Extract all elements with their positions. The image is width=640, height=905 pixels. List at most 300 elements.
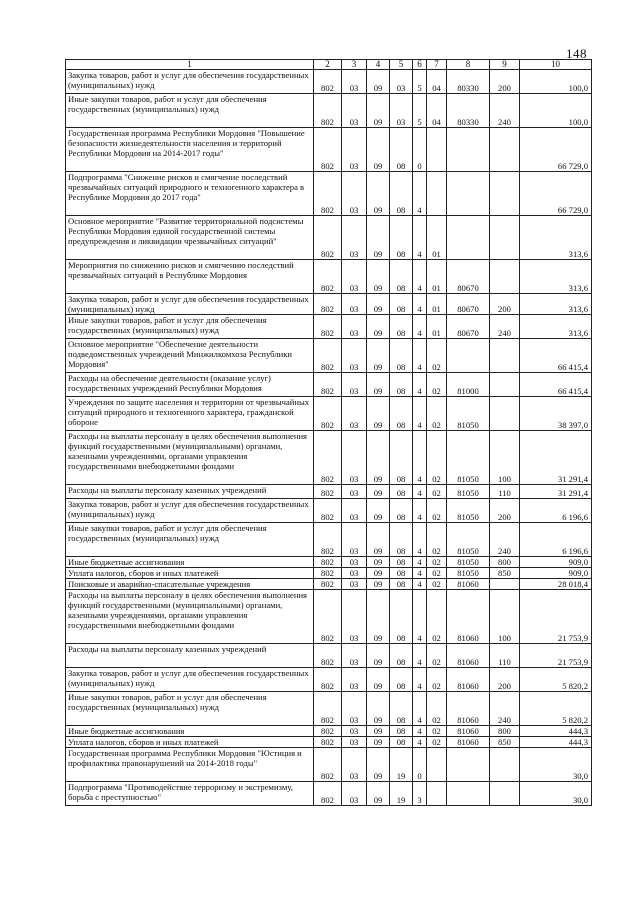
row-code-c4: 09: [367, 782, 390, 806]
row-description: Основное мероприятие "Обеспечение деятельности подведомственных учреждений Минжилкомхоза Республики Мордовия": [66, 339, 314, 373]
row-code-c9: 200: [490, 70, 520, 94]
row-code-c8: 80670: [447, 260, 490, 294]
table-row: [66, 737, 592, 748]
row-code-c5: 08: [390, 294, 413, 315]
row-code-c9: 110: [490, 485, 520, 499]
row-description: Закупка товаров, работ и услуг для обеспечения государственных (муниципальных) нужд: [66, 668, 314, 692]
row-code-c4: 09: [367, 726, 390, 737]
row-code-c9: 200: [490, 668, 520, 692]
row-code-c7: [427, 748, 447, 782]
row-code-c8: 81060: [447, 668, 490, 692]
row-code-c7: [427, 172, 447, 216]
row-code-c5: 08: [390, 431, 413, 485]
row-code-c8: [447, 128, 490, 172]
row-code-c5: 08: [390, 499, 413, 523]
row-code-c4: 09: [367, 748, 390, 782]
table-row: [66, 315, 592, 339]
row-code-c5: 08: [390, 485, 413, 499]
row-code-c2: 802: [314, 568, 342, 579]
row-code-c3: 03: [342, 172, 367, 216]
row-code-c6: 5: [413, 70, 427, 94]
table-header-row: [66, 60, 592, 70]
row-code-c6: 4: [413, 726, 427, 737]
row-code-c5: 08: [390, 644, 413, 668]
row-code-c3: 03: [342, 523, 367, 557]
row-code-c9: 240: [490, 692, 520, 726]
row-code-c8: [447, 748, 490, 782]
row-code-c4: 09: [367, 523, 390, 557]
row-code-c7: 04: [427, 94, 447, 128]
row-code-c2: 802: [314, 668, 342, 692]
row-code-c9: [490, 748, 520, 782]
row-code-c5: 08: [390, 373, 413, 397]
row-code-c3: 03: [342, 315, 367, 339]
row-code-c8: 81050: [447, 485, 490, 499]
row-code-c2: 802: [314, 397, 342, 431]
row-amount: 100,0: [520, 70, 592, 94]
row-code-c2: 802: [314, 70, 342, 94]
row-code-c5: 08: [390, 128, 413, 172]
row-code-c6: 4: [413, 216, 427, 260]
row-code-c2: 802: [314, 499, 342, 523]
row-code-c8: 81060: [447, 579, 490, 590]
row-amount: 444,3: [520, 726, 592, 737]
column-header: 7: [427, 60, 447, 70]
row-code-c9: 200: [490, 499, 520, 523]
table-row: [66, 523, 592, 557]
row-code-c2: 802: [314, 782, 342, 806]
row-code-c5: 08: [390, 523, 413, 557]
row-amount: 6 196,6: [520, 499, 592, 523]
row-code-c4: 09: [367, 499, 390, 523]
row-description: Закупка товаров, работ и услуг для обеспечения государственных (муниципальных) нужд: [66, 70, 314, 94]
row-code-c6: 4: [413, 294, 427, 315]
row-code-c3: 03: [342, 128, 367, 172]
row-code-c7: 02: [427, 485, 447, 499]
row-code-c2: 802: [314, 590, 342, 644]
row-code-c7: 02: [427, 568, 447, 579]
row-code-c4: 09: [367, 668, 390, 692]
row-code-c4: 09: [367, 294, 390, 315]
row-code-c9: 800: [490, 557, 520, 568]
row-code-c4: 09: [367, 94, 390, 128]
row-code-c3: 03: [342, 94, 367, 128]
row-code-c8: [447, 172, 490, 216]
row-description: Государственная программа Республики Мордовия "Юстиция и профилактика правонарушений на 2014-2018 годы": [66, 748, 314, 782]
column-header: 3: [342, 60, 367, 70]
row-description: Поисковые и аварийно-спасательные учреждения: [66, 579, 314, 590]
column-header: 4: [367, 60, 390, 70]
row-amount: 5 820,2: [520, 668, 592, 692]
row-code-c9: 110: [490, 644, 520, 668]
row-code-c5: 08: [390, 339, 413, 373]
row-amount: 30,0: [520, 748, 592, 782]
row-code-c8: 81050: [447, 523, 490, 557]
row-code-c3: 03: [342, 485, 367, 499]
row-description: Подпрограмма "Снижение рисков и смягчение последствий чрезвычайных ситуаций природного и техногенного характера в Республике Мордовия до 2017 года": [66, 172, 314, 216]
row-description: Расходы на обеспечение деятельности (оказание услуг) государственных учреждений Республики Мордовия: [66, 373, 314, 397]
row-amount: 313,6: [520, 216, 592, 260]
row-code-c8: 81060: [447, 644, 490, 668]
table-row: [66, 499, 592, 523]
row-code-c6: 4: [413, 568, 427, 579]
row-code-c9: 100: [490, 590, 520, 644]
row-code-c3: 03: [342, 737, 367, 748]
table-row: [66, 397, 592, 431]
row-code-c9: 240: [490, 523, 520, 557]
row-code-c2: 802: [314, 431, 342, 485]
row-code-c7: 02: [427, 590, 447, 644]
row-code-c8: [447, 216, 490, 260]
row-code-c6: 4: [413, 397, 427, 431]
row-code-c9: [490, 782, 520, 806]
row-code-c7: 02: [427, 668, 447, 692]
row-code-c2: 802: [314, 485, 342, 499]
row-description: Подпрограмма "Противодействие терроризму и экстремизму, борьба с преступностью": [66, 782, 314, 806]
row-code-c8: [447, 339, 490, 373]
row-code-c7: 02: [427, 644, 447, 668]
row-code-c3: 03: [342, 726, 367, 737]
row-code-c6: 5: [413, 94, 427, 128]
row-code-c8: 80670: [447, 294, 490, 315]
row-code-c5: 08: [390, 172, 413, 216]
row-code-c6: 4: [413, 172, 427, 216]
row-code-c7: 01: [427, 294, 447, 315]
row-code-c3: 03: [342, 397, 367, 431]
row-code-c7: 01: [427, 260, 447, 294]
row-code-c3: 03: [342, 339, 367, 373]
row-code-c5: 03: [390, 70, 413, 94]
row-code-c2: 802: [314, 748, 342, 782]
row-code-c7: 02: [427, 431, 447, 485]
row-description: Иные закупки товаров, работ и услуг для обеспечения государственных (муниципальных) нужд: [66, 94, 314, 128]
row-code-c2: 802: [314, 557, 342, 568]
row-code-c8: 81050: [447, 557, 490, 568]
row-code-c9: [490, 216, 520, 260]
row-code-c2: 802: [314, 216, 342, 260]
row-amount: 444,3: [520, 737, 592, 748]
column-header: 5: [390, 60, 413, 70]
row-code-c5: 19: [390, 748, 413, 782]
table-row: [66, 644, 592, 668]
table-row: [66, 568, 592, 579]
table-row: [66, 726, 592, 737]
row-code-c4: 09: [367, 172, 390, 216]
row-code-c7: 02: [427, 726, 447, 737]
row-amount: 66 729,0: [520, 128, 592, 172]
row-amount: 66 729,0: [520, 172, 592, 216]
row-code-c4: 09: [367, 568, 390, 579]
table-body: [66, 70, 592, 806]
row-code-c9: [490, 397, 520, 431]
row-amount: 6 196,6: [520, 523, 592, 557]
row-code-c4: 09: [367, 590, 390, 644]
row-code-c3: 03: [342, 568, 367, 579]
budget-table: [65, 59, 592, 806]
row-code-c2: 802: [314, 523, 342, 557]
row-code-c9: 100: [490, 431, 520, 485]
row-amount: 31 291,4: [520, 431, 592, 485]
row-code-c7: [427, 782, 447, 806]
row-code-c3: 03: [342, 748, 367, 782]
row-code-c3: 03: [342, 590, 367, 644]
row-code-c7: 02: [427, 523, 447, 557]
row-description: Расходы на выплаты персоналу казенных учреждений: [66, 485, 314, 499]
row-description: Закупка товаров, работ и услуг для обеспечения государственных (муниципальных) нужд: [66, 499, 314, 523]
row-code-c7: 02: [427, 692, 447, 726]
row-code-c4: 09: [367, 216, 390, 260]
row-code-c8: 81060: [447, 737, 490, 748]
row-amount: 313,6: [520, 315, 592, 339]
table-row: [66, 294, 592, 315]
row-code-c2: 802: [314, 644, 342, 668]
row-code-c5: 19: [390, 782, 413, 806]
row-code-c5: 08: [390, 568, 413, 579]
row-description: Основное мероприятие "Развитие территориальной подсистемы Республики Мордовия единой государственной системы предупреждения и ликвидации чрезвычайных ситуаций": [66, 216, 314, 260]
row-amount: 66 415,4: [520, 339, 592, 373]
row-code-c9: [490, 260, 520, 294]
row-code-c7: 04: [427, 70, 447, 94]
row-description: Закупка товаров, работ и услуг для обеспечения государственных (муниципальных) нужд: [66, 294, 314, 315]
row-code-c2: 802: [314, 579, 342, 590]
row-code-c7: 01: [427, 315, 447, 339]
table-row: [66, 260, 592, 294]
table-row: [66, 782, 592, 806]
table-row: [66, 748, 592, 782]
row-code-c6: 3: [413, 782, 427, 806]
row-code-c9: [490, 128, 520, 172]
row-description: Учреждения по защите населения и территории от чрезвычайных ситуаций природного и техногенного характера, гражданской обороне: [66, 397, 314, 431]
table-row: [66, 94, 592, 128]
row-code-c6: 4: [413, 737, 427, 748]
row-code-c8: 81050: [447, 568, 490, 579]
table-row: [66, 373, 592, 397]
row-description: Государственная программа Республики Мордовия "Повышение безопасности жизнедеятельности населения и территорий Республики Мордовия на 2014-2017 годы": [66, 128, 314, 172]
row-code-c6: 4: [413, 315, 427, 339]
row-description: Иные закупки товаров, работ и услуг для обеспечения государственных (муниципальных) нужд: [66, 523, 314, 557]
row-code-c9: 850: [490, 568, 520, 579]
row-amount: 66 415,4: [520, 373, 592, 397]
row-code-c8: 80330: [447, 70, 490, 94]
row-code-c4: 09: [367, 373, 390, 397]
row-code-c5: 08: [390, 692, 413, 726]
row-code-c8: 81060: [447, 726, 490, 737]
row-code-c5: 08: [390, 726, 413, 737]
row-code-c9: 800: [490, 726, 520, 737]
row-code-c6: 4: [413, 668, 427, 692]
row-code-c7: 02: [427, 579, 447, 590]
row-description: Иные закупки товаров, работ и услуг для обеспечения государственных (муниципальных) нужд: [66, 315, 314, 339]
row-code-c9: 240: [490, 315, 520, 339]
column-header: 1: [66, 60, 314, 70]
row-code-c2: 802: [314, 692, 342, 726]
row-code-c5: 08: [390, 397, 413, 431]
row-code-c6: 4: [413, 557, 427, 568]
row-code-c4: 09: [367, 128, 390, 172]
row-code-c5: 08: [390, 216, 413, 260]
row-code-c7: [427, 128, 447, 172]
row-code-c4: 09: [367, 70, 390, 94]
row-code-c5: 08: [390, 668, 413, 692]
row-code-c4: 09: [367, 692, 390, 726]
page-number: 148: [566, 46, 587, 61]
row-code-c2: 802: [314, 294, 342, 315]
row-code-c7: 02: [427, 397, 447, 431]
column-header: 2: [314, 60, 342, 70]
row-amount: 909,0: [520, 557, 592, 568]
row-description: Уплата налогов, сборов и иных платежей: [66, 568, 314, 579]
row-code-c6: 4: [413, 499, 427, 523]
row-code-c6: 4: [413, 260, 427, 294]
row-code-c3: 03: [342, 216, 367, 260]
row-amount: 909,0: [520, 568, 592, 579]
row-code-c2: 802: [314, 726, 342, 737]
row-code-c8: 80670: [447, 315, 490, 339]
row-code-c6: 4: [413, 485, 427, 499]
row-code-c3: 03: [342, 499, 367, 523]
table-row: [66, 668, 592, 692]
row-code-c9: 200: [490, 294, 520, 315]
row-code-c6: 0: [413, 748, 427, 782]
table-row: [66, 579, 592, 590]
row-code-c4: 09: [367, 397, 390, 431]
row-code-c8: 80330: [447, 94, 490, 128]
row-description: Иные бюджетные ассигнования: [66, 726, 314, 737]
row-code-c3: 03: [342, 668, 367, 692]
row-amount: 100,0: [520, 94, 592, 128]
row-code-c6: 4: [413, 590, 427, 644]
table-row: [66, 172, 592, 216]
row-description: Иные закупки товаров, работ и услуг для обеспечения государственных (муниципальных) нужд: [66, 692, 314, 726]
row-code-c2: 802: [314, 128, 342, 172]
row-code-c7: 02: [427, 557, 447, 568]
row-code-c3: 03: [342, 431, 367, 485]
table-row: [66, 128, 592, 172]
row-code-c3: 03: [342, 644, 367, 668]
row-code-c6: 0: [413, 128, 427, 172]
row-code-c4: 09: [367, 339, 390, 373]
row-code-c4: 09: [367, 260, 390, 294]
row-code-c5: 08: [390, 590, 413, 644]
row-amount: 21 753,9: [520, 644, 592, 668]
row-code-c8: 81050: [447, 499, 490, 523]
row-code-c9: [490, 339, 520, 373]
row-code-c5: 08: [390, 557, 413, 568]
row-code-c9: [490, 579, 520, 590]
row-code-c3: 03: [342, 373, 367, 397]
row-code-c3: 03: [342, 557, 367, 568]
row-description: Мероприятия по снижению рисков и смягчению последствий чрезвычайных ситуаций в Республике Мордовия: [66, 260, 314, 294]
row-code-c9: [490, 172, 520, 216]
row-description: Расходы на выплаты персоналу казенных учреждений: [66, 644, 314, 668]
row-code-c3: 03: [342, 782, 367, 806]
row-code-c7: 02: [427, 737, 447, 748]
row-amount: 313,6: [520, 260, 592, 294]
row-code-c4: 09: [367, 485, 390, 499]
row-code-c6: 4: [413, 523, 427, 557]
row-code-c6: 4: [413, 431, 427, 485]
table-row: [66, 557, 592, 568]
row-code-c9: [490, 373, 520, 397]
row-code-c5: 08: [390, 260, 413, 294]
row-code-c5: 03: [390, 94, 413, 128]
row-code-c4: 09: [367, 315, 390, 339]
row-code-c4: 09: [367, 557, 390, 568]
table-row: [66, 216, 592, 260]
row-description: Расходы на выплаты персоналу в целях обеспечения выполнения функций государственными (муниципальными) органами, казенными учреждениями, органами управления государственными внебюджетными фондами: [66, 590, 314, 644]
row-code-c7: 02: [427, 499, 447, 523]
row-code-c5: 08: [390, 579, 413, 590]
column-header: 9: [490, 60, 520, 70]
row-code-c2: 802: [314, 339, 342, 373]
row-code-c8: 81050: [447, 431, 490, 485]
row-description: Уплата налогов, сборов и иных платежей: [66, 737, 314, 748]
table-row: [66, 339, 592, 373]
column-header: 6: [413, 60, 427, 70]
row-amount: 5 820,2: [520, 692, 592, 726]
row-description: Иные бюджетные ассигнования: [66, 557, 314, 568]
row-code-c2: 802: [314, 737, 342, 748]
table-row: [66, 590, 592, 644]
row-code-c5: 08: [390, 315, 413, 339]
row-code-c4: 09: [367, 579, 390, 590]
table-row: [66, 431, 592, 485]
row-amount: 21 753,9: [520, 590, 592, 644]
row-code-c8: 81060: [447, 692, 490, 726]
row-code-c2: 802: [314, 373, 342, 397]
row-code-c4: 09: [367, 431, 390, 485]
row-code-c8: 81060: [447, 590, 490, 644]
row-code-c2: 802: [314, 94, 342, 128]
row-code-c3: 03: [342, 579, 367, 590]
row-amount: 30,0: [520, 782, 592, 806]
row-code-c8: [447, 782, 490, 806]
row-code-c8: 81000: [447, 373, 490, 397]
column-header: 8: [447, 60, 490, 70]
row-code-c7: 02: [427, 339, 447, 373]
table-row: [66, 485, 592, 499]
row-code-c6: 4: [413, 339, 427, 373]
row-code-c7: 02: [427, 373, 447, 397]
row-code-c3: 03: [342, 70, 367, 94]
row-description: Расходы на выплаты персоналу в целях обеспечения выполнения функций государственными (муниципальными) органами, казенными учреждениями, органами управления государственными внебюджетными фондами: [66, 431, 314, 485]
row-code-c6: 4: [413, 579, 427, 590]
row-code-c4: 09: [367, 644, 390, 668]
row-code-c3: 03: [342, 692, 367, 726]
row-code-c8: 81050: [447, 397, 490, 431]
row-code-c2: 802: [314, 260, 342, 294]
row-amount: 31 291,4: [520, 485, 592, 499]
row-code-c6: 4: [413, 692, 427, 726]
row-code-c9: 850: [490, 737, 520, 748]
row-code-c2: 802: [314, 172, 342, 216]
row-code-c6: 4: [413, 644, 427, 668]
table-row: [66, 692, 592, 726]
row-amount: 38 397,0: [520, 397, 592, 431]
row-code-c5: 08: [390, 737, 413, 748]
row-amount: 28 018,4: [520, 579, 592, 590]
column-header: 10: [520, 60, 592, 70]
row-code-c3: 03: [342, 294, 367, 315]
row-code-c3: 03: [342, 260, 367, 294]
row-code-c7: 01: [427, 216, 447, 260]
row-code-c6: 4: [413, 373, 427, 397]
row-code-c9: 240: [490, 94, 520, 128]
table-row: [66, 70, 592, 94]
row-amount: 313,6: [520, 294, 592, 315]
row-code-c4: 09: [367, 737, 390, 748]
row-code-c2: 802: [314, 315, 342, 339]
